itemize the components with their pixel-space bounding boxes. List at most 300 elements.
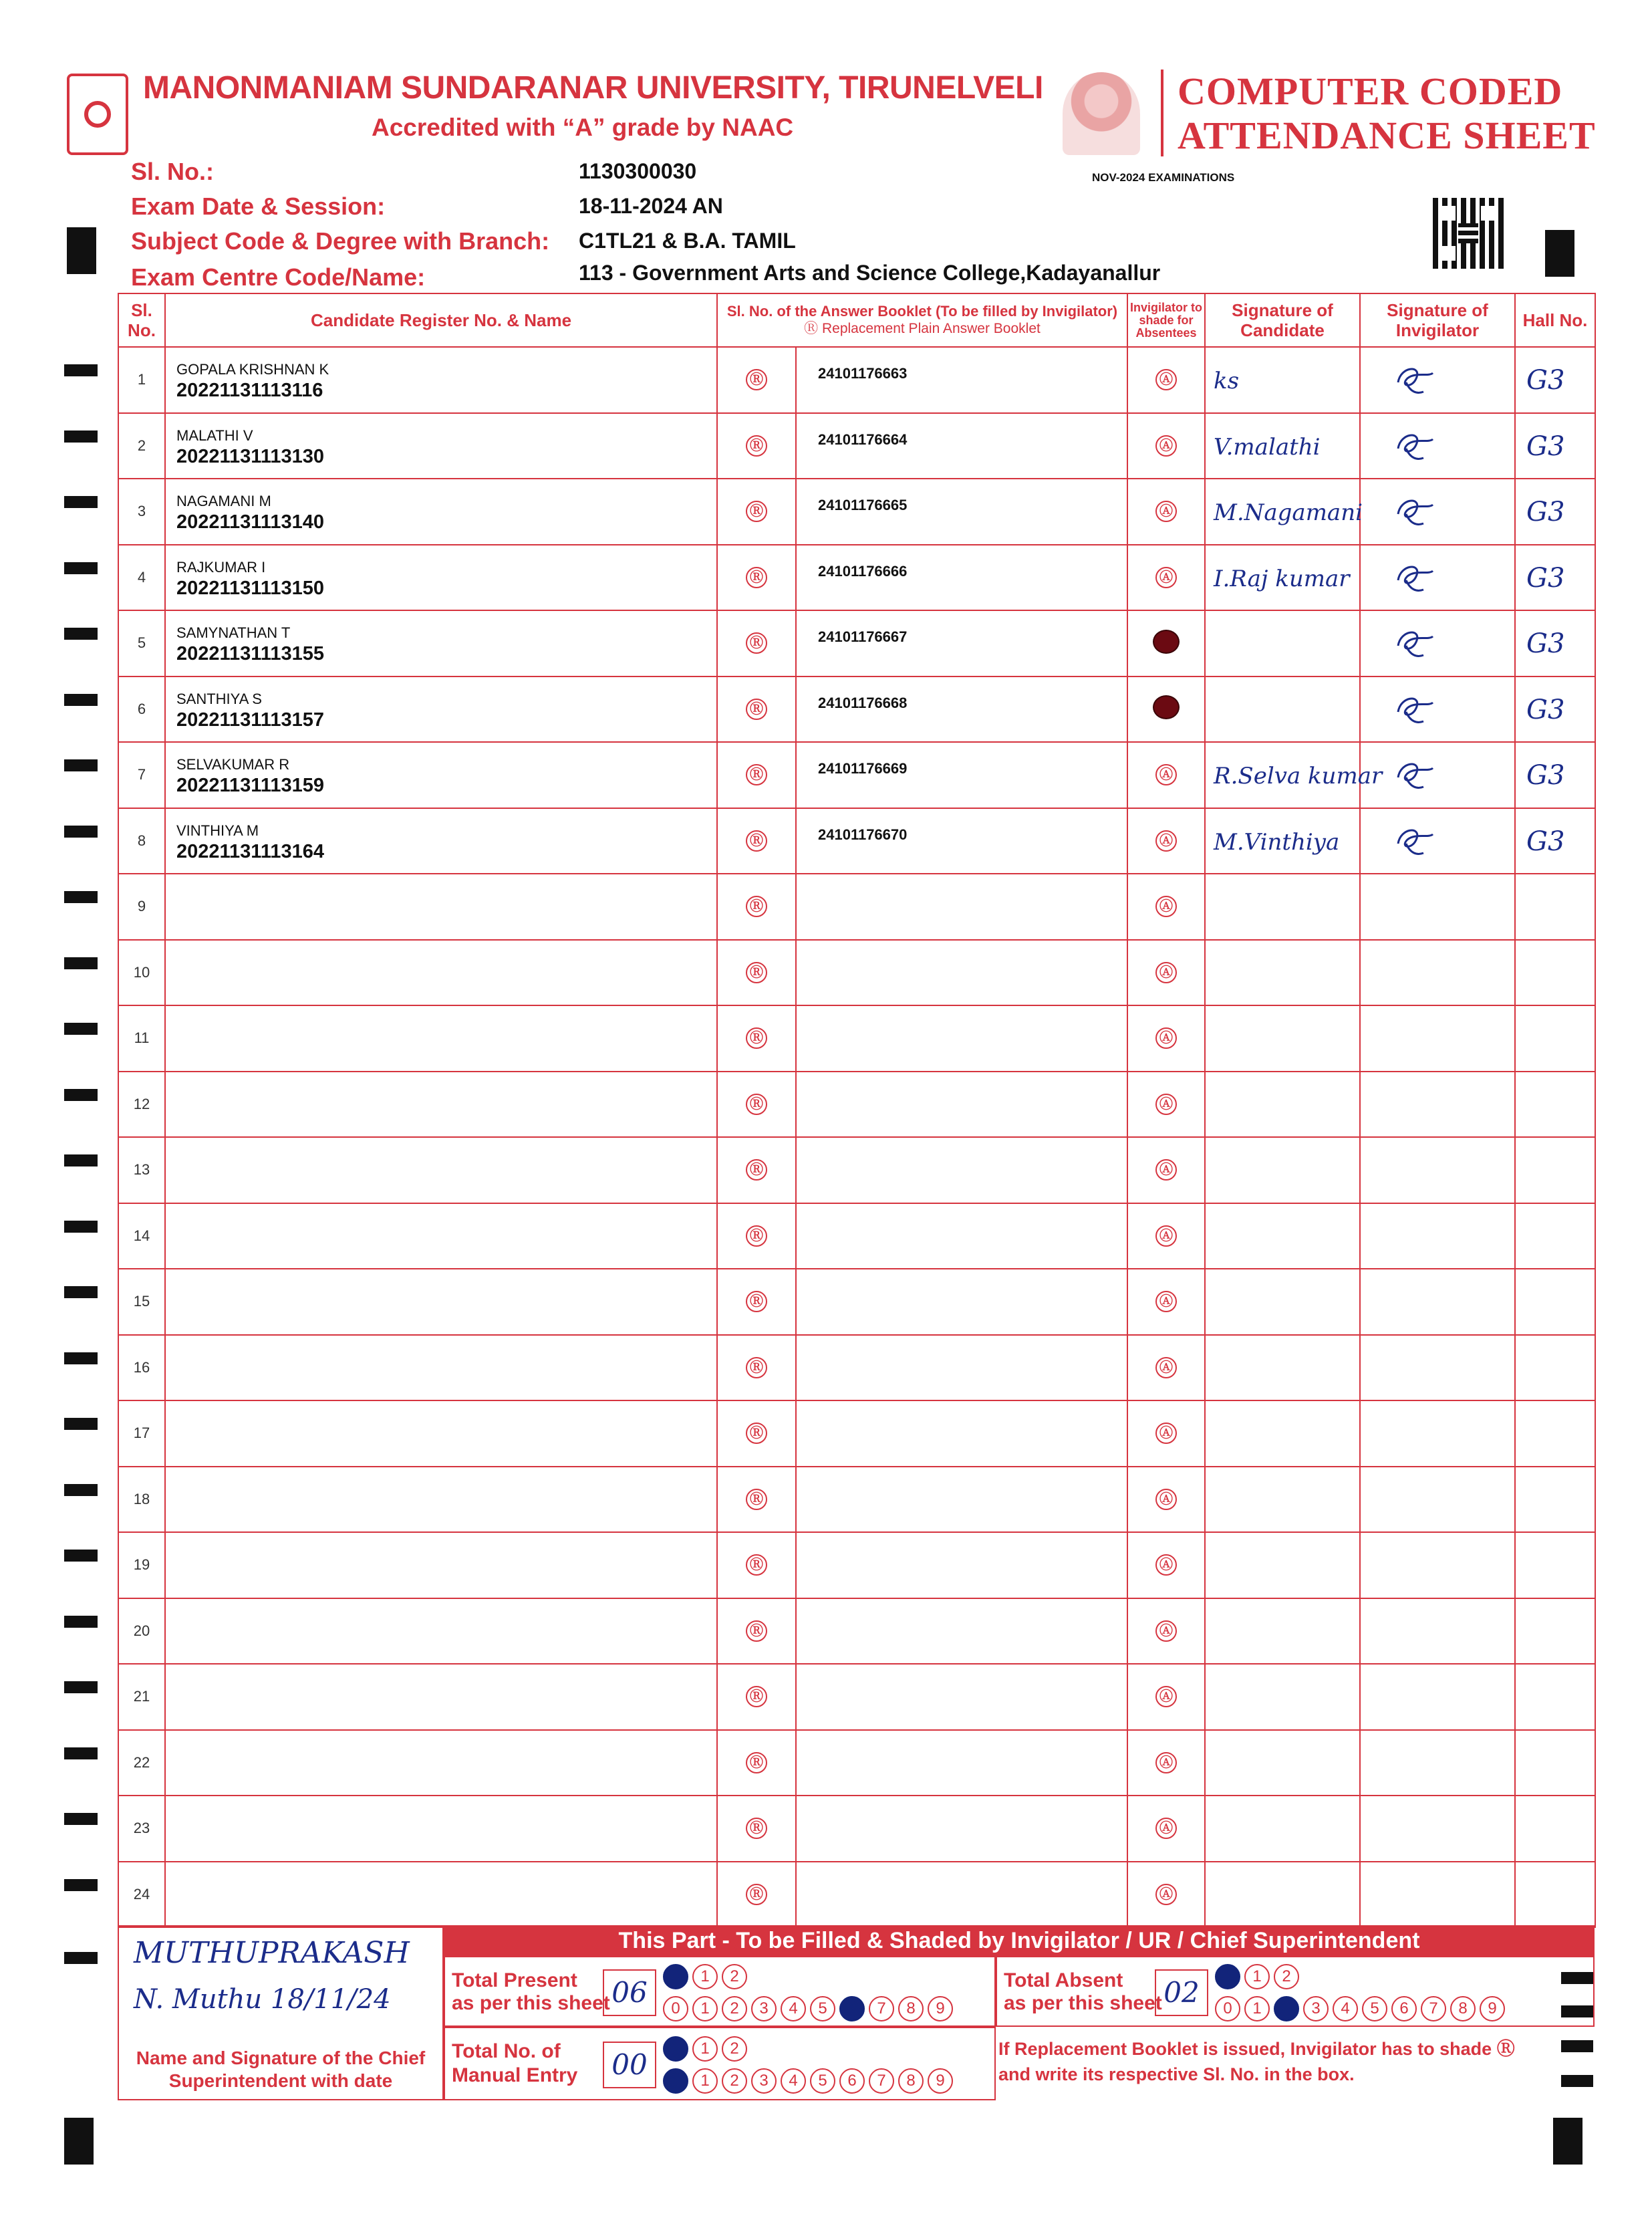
candidate-signature-cell[interactable] [1205, 1532, 1360, 1598]
invigilator-signature-cell[interactable] [1360, 610, 1515, 676]
table-row [118, 479, 1595, 545]
row-slno: 18 [118, 1467, 165, 1533]
invigilator-signature [1394, 626, 1434, 660]
replacement-bubble-cell [717, 479, 796, 545]
candidate-signature-cell[interactable] [1205, 545, 1360, 611]
invigilator-signature-cell[interactable] [1360, 1072, 1515, 1138]
replacement-bubble[interactable]: Ⓡ [746, 435, 767, 457]
booklet-number: 24101176670 [818, 826, 908, 843]
digit-bubble[interactable]: 6 [1391, 1996, 1417, 2021]
booklet-cell[interactable] [796, 1203, 1127, 1269]
digit-bubble[interactable]: 2 [722, 2036, 747, 2062]
timing-mark [64, 1352, 98, 1364]
digit-bubble[interactable]: 1 [692, 2036, 718, 2062]
candidate-name: GOPALA KRISHNAN K [176, 361, 329, 378]
absentee-bubble-cell [1127, 1072, 1205, 1138]
replacement-bubble[interactable]: Ⓡ [746, 1357, 767, 1378]
table-row [118, 1862, 1595, 1928]
timing-mark [64, 496, 98, 508]
invigilator-signature-cell[interactable] [1360, 1796, 1515, 1862]
digit-bubble[interactable]: 5 [810, 2068, 835, 2094]
booklet-cell[interactable] [796, 1598, 1127, 1665]
booklet-cell[interactable] [796, 808, 1127, 874]
booklet-cell[interactable] [796, 1269, 1127, 1335]
absentee-bubble-cell [1127, 545, 1205, 611]
digit-bubble[interactable]: 5 [1362, 1996, 1387, 2021]
absentee-bubble-cell [1127, 676, 1205, 743]
row-slno: 3 [118, 479, 165, 545]
candidate-signature-cell[interactable] [1205, 1400, 1360, 1467]
invigilator-signature-cell[interactable] [1360, 1203, 1515, 1269]
hall-cell[interactable] [1515, 1598, 1595, 1665]
manual-label-2: Manual Entry [452, 2064, 578, 2086]
hall-cell[interactable] [1515, 413, 1595, 479]
booklet-number: 24101176668 [818, 694, 908, 711]
digit-bubble[interactable]: 1 [692, 1996, 718, 2021]
invigilator-signature-cell[interactable] [1360, 808, 1515, 874]
candidate-signature: ks [1214, 368, 1240, 394]
invigilator-signature-cell[interactable] [1360, 479, 1515, 545]
table-row [118, 347, 1595, 413]
university-logo [67, 74, 128, 155]
candidate-signature-cell[interactable] [1205, 1862, 1360, 1928]
booklet-cell[interactable] [796, 940, 1127, 1006]
invigilator-signature-cell[interactable] [1360, 940, 1515, 1006]
digit-bubble[interactable] [663, 1964, 688, 1989]
total-absent-label-2: as per this sheet [1004, 1992, 1162, 2014]
digit-bubble[interactable]: 7 [869, 2068, 894, 2094]
replacement-bubble-cell [717, 940, 796, 1006]
replacement-bubble[interactable]: Ⓡ [746, 1027, 767, 1049]
candidate-signature-cell[interactable] [1205, 1005, 1360, 1072]
row-slno: 8 [118, 808, 165, 874]
row-slno: 21 [118, 1664, 165, 1730]
candidate-signature-cell[interactable] [1205, 347, 1360, 413]
replacement-bubble-cell [717, 1335, 796, 1401]
absentee-bubble[interactable]: Ⓐ [1155, 1752, 1177, 1773]
booklet-number: 24101176666 [818, 562, 908, 580]
candidate-cell [165, 808, 717, 874]
absentee-bubble-cell [1127, 1862, 1205, 1928]
candidate-cell [165, 413, 717, 479]
summary-section [118, 1925, 1595, 2100]
hall-cell[interactable] [1515, 676, 1595, 743]
digit-bubble[interactable]: 4 [781, 1996, 806, 2021]
present-units-bubbles[interactable] [663, 1996, 953, 2021]
booklet-cell[interactable] [796, 1335, 1127, 1401]
absentee-bubble[interactable]: Ⓐ [1155, 1225, 1177, 1247]
replacement-bubble[interactable]: Ⓡ [746, 962, 767, 983]
invigilator-signature-cell[interactable] [1360, 1269, 1515, 1335]
booklet-cell[interactable] [796, 1664, 1127, 1730]
candidate-signature-cell[interactable] [1205, 1072, 1360, 1138]
timing-mark [64, 1813, 98, 1825]
absentee-bubble-cell [1127, 1137, 1205, 1203]
row-slno: 14 [118, 1203, 165, 1269]
corner-mark [67, 227, 96, 274]
booklet-cell[interactable] [796, 1137, 1127, 1203]
digit-bubble[interactable] [663, 2068, 688, 2094]
candidate-cell [165, 1664, 717, 1730]
invigilator-signature-cell[interactable] [1360, 676, 1515, 743]
col-sig-invigilator: Signature of Invigilator [1360, 293, 1515, 347]
absentee-bubble[interactable]: Ⓐ [1155, 1423, 1177, 1444]
sl-no-value: 1130300030 [579, 159, 697, 183]
timing-mark [64, 1023, 98, 1035]
digit-bubble[interactable]: 4 [1333, 1996, 1358, 2021]
absentee-bubble-cell [1127, 1730, 1205, 1796]
table-row [118, 940, 1595, 1006]
invigilator-signature-cell[interactable] [1360, 413, 1515, 479]
total-present-label-2: as per this sheet [452, 1992, 610, 2014]
digit-bubble[interactable]: 7 [1421, 1996, 1446, 2021]
booklet-cell[interactable] [796, 1796, 1127, 1862]
hall-cell[interactable] [1515, 1203, 1595, 1269]
replacement-bubble-cell [717, 413, 796, 479]
candidate-register-no: 20221131113155 [176, 643, 324, 664]
candidate-cell [165, 874, 717, 940]
absentee-bubble[interactable]: Ⓐ [1155, 896, 1177, 917]
row-slno: 5 [118, 610, 165, 676]
hall-cell[interactable] [1515, 347, 1595, 413]
absentee-bubble[interactable]: Ⓐ [1155, 435, 1177, 457]
replacement-bubble-cell [717, 1532, 796, 1598]
hall-cell[interactable] [1515, 874, 1595, 940]
digit-bubble[interactable] [663, 2036, 688, 2062]
booklet-cell[interactable] [796, 610, 1127, 676]
absentee-bubble[interactable] [1153, 695, 1180, 719]
absentee-bubble-cell [1127, 742, 1205, 808]
digit-bubble[interactable]: 2 [722, 1964, 747, 1989]
booklet-cell[interactable] [796, 1532, 1127, 1598]
digit-bubble[interactable]: 1 [1244, 1996, 1270, 2021]
digit-bubble[interactable]: 3 [751, 1996, 777, 2021]
hall-cell[interactable] [1515, 1005, 1595, 1072]
centre-value: 113 - Government Arts and Science College,Kadayanallur [579, 261, 1161, 285]
present-tens-bubbles[interactable] [663, 1964, 747, 1989]
centre-label: Exam Centre Code/Name: [131, 263, 426, 291]
hall-cell[interactable] [1515, 1335, 1595, 1401]
replacement-bubble[interactable]: Ⓡ [746, 1225, 767, 1247]
candidate-cell [165, 1532, 717, 1598]
booklet-cell[interactable] [796, 676, 1127, 743]
digit-bubble[interactable]: 0 [1215, 1996, 1240, 2021]
table-row [118, 1072, 1595, 1138]
invigilator-signature [1394, 692, 1434, 727]
hall-cell[interactable] [1515, 1400, 1595, 1467]
replacement-bubble-cell [717, 808, 796, 874]
replacement-bubble[interactable]: Ⓡ [746, 369, 767, 390]
booklet-cell[interactable] [796, 874, 1127, 940]
candidate-cell [165, 1335, 717, 1401]
hall-cell[interactable] [1515, 1072, 1595, 1138]
absentee-bubble[interactable]: Ⓐ [1155, 1094, 1177, 1115]
total-absent-value[interactable]: 02 [1155, 1969, 1208, 2016]
hall-cell[interactable] [1515, 1664, 1595, 1730]
timing-mark [64, 364, 98, 376]
replacement-bubble-cell [717, 1796, 796, 1862]
replacement-bubble[interactable]: Ⓡ [746, 1752, 767, 1773]
replacement-bubble[interactable]: Ⓡ [746, 1094, 767, 1115]
absentee-bubble[interactable]: Ⓐ [1155, 1027, 1177, 1049]
col-booklet-main: Sl. No. of the Answer Booklet (To be filled by Invigilator) [726, 303, 1118, 320]
candidate-signature-cell[interactable] [1205, 479, 1363, 545]
hall-cell[interactable] [1515, 1137, 1595, 1203]
replacement-bubble[interactable]: Ⓡ [746, 501, 767, 522]
candidate-signature: I.Raj kumar [1214, 565, 1350, 592]
absentee-bubble[interactable]: Ⓐ [1155, 1291, 1177, 1312]
replacement-bubble[interactable]: Ⓡ [746, 830, 767, 852]
booklet-number: 24101176664 [818, 430, 908, 448]
replacement-bubble[interactable]: Ⓡ [746, 1818, 767, 1839]
timing-mark [64, 1286, 98, 1298]
candidate-signature-cell[interactable] [1205, 1664, 1360, 1730]
digit-bubble[interactable]: 2 [722, 2068, 747, 2094]
absentee-bubble[interactable]: Ⓐ [1155, 1620, 1177, 1642]
row-slno: 16 [118, 1335, 165, 1401]
absentee-bubble[interactable]: Ⓐ [1155, 567, 1177, 588]
digit-bubble[interactable]: 5 [810, 1996, 835, 2021]
candidate-signature-cell[interactable] [1205, 940, 1360, 1006]
candidate-signature-cell[interactable] [1205, 742, 1383, 808]
invigilator-signature-cell[interactable] [1360, 1862, 1515, 1928]
hall-cell[interactable] [1515, 1730, 1595, 1796]
absentee-bubble[interactable]: Ⓐ [1155, 1357, 1177, 1378]
candidate-signature-cell[interactable] [1205, 1730, 1360, 1796]
table-row [118, 808, 1595, 874]
digit-bubble[interactable]: 1 [1244, 1964, 1270, 1989]
candidate-signature: M.Nagamani [1214, 499, 1363, 526]
timing-mark [64, 1747, 98, 1759]
university-name: MANONMANIAM SUNDARANAR UNIVERSITY, TIRUNELVELI [143, 70, 1043, 106]
manual-label-1: Total No. of [452, 2040, 561, 2062]
booklet-cell[interactable] [796, 413, 1127, 479]
candidate-cell [165, 1796, 717, 1862]
candidate-signature-cell[interactable] [1205, 413, 1360, 479]
replacement-bubble-cell [717, 545, 796, 611]
replacement-bubble[interactable]: Ⓡ [746, 1159, 767, 1181]
booklet-cell[interactable] [796, 545, 1127, 611]
table-row [118, 1203, 1595, 1269]
invigilator-signature [1394, 560, 1434, 595]
invigilator-signature-cell[interactable] [1360, 1005, 1515, 1072]
candidate-signature: M.Vinthiya [1214, 828, 1340, 856]
absentee-bubble-cell [1127, 940, 1205, 1006]
booklet-cell[interactable] [796, 479, 1127, 545]
absentee-bubble[interactable]: Ⓐ [1155, 1818, 1177, 1839]
invigilator-signature-cell[interactable] [1360, 347, 1515, 413]
timing-mark [64, 1681, 98, 1693]
hall-cell[interactable] [1515, 1467, 1595, 1533]
digit-bubble[interactable]: 8 [898, 2068, 924, 2094]
hall-cell[interactable] [1515, 940, 1595, 1006]
hall-cell[interactable] [1515, 1862, 1595, 1928]
candidate-signature-cell[interactable] [1205, 610, 1360, 676]
digit-bubble[interactable]: 7 [869, 1996, 894, 2021]
invigilator-signature [1394, 428, 1434, 463]
digit-bubble[interactable]: 1 [692, 1964, 718, 1989]
candidate-signature-cell[interactable] [1205, 1203, 1360, 1269]
booklet-cell[interactable] [796, 1072, 1127, 1138]
absentee-bubble[interactable]: Ⓐ [1155, 1686, 1177, 1707]
timing-mark [64, 1221, 98, 1233]
invigilator-signature-cell[interactable] [1360, 1730, 1515, 1796]
absentee-bubble[interactable]: Ⓐ [1155, 1159, 1177, 1181]
candidate-signature-cell[interactable] [1205, 808, 1360, 874]
absent-units-bubbles[interactable] [1215, 1996, 1505, 2021]
timing-mark [64, 1484, 98, 1496]
replacement-bubble-cell [717, 874, 796, 940]
hall-cell[interactable] [1515, 1796, 1595, 1862]
hall-number: G3 [1526, 760, 1565, 791]
candidate-register-no: 20221131113140 [176, 511, 324, 533]
booklet-cell[interactable] [796, 347, 1127, 413]
row-slno: 9 [118, 874, 165, 940]
booklet-cell[interactable] [796, 742, 1127, 808]
invigilator-signature-cell[interactable] [1360, 1467, 1515, 1533]
replacement-bubble[interactable]: Ⓡ [746, 1884, 767, 1905]
digit-bubble[interactable]: 3 [1303, 1996, 1329, 2021]
invigilator-signature-cell[interactable] [1360, 1137, 1515, 1203]
candidate-signature: R.Selva kumar [1214, 763, 1383, 789]
candidate-cell [165, 1400, 717, 1467]
invigilator-signature [1394, 362, 1434, 397]
hall-cell[interactable] [1515, 742, 1595, 808]
absentee-bubble[interactable]: Ⓐ [1155, 764, 1177, 785]
booklet-cell[interactable] [796, 1467, 1127, 1533]
subject-label: Subject Code & Degree with Branch: [131, 227, 550, 255]
timing-mark [64, 1550, 98, 1562]
replacement-bubble[interactable]: Ⓡ [746, 632, 767, 654]
invigilator-signature-cell[interactable] [1360, 874, 1515, 940]
replacement-bubble[interactable]: Ⓡ [746, 764, 767, 785]
digit-bubble[interactable]: 2 [722, 1996, 747, 2021]
gear-icon [84, 101, 111, 128]
absentee-bubble[interactable]: Ⓐ [1155, 830, 1177, 852]
digit-bubble[interactable]: 9 [928, 1996, 953, 2021]
hall-cell[interactable] [1515, 610, 1595, 676]
invigilator-signature-cell[interactable] [1360, 1400, 1515, 1467]
row-slno: 6 [118, 676, 165, 743]
candidate-signature-cell[interactable] [1205, 676, 1360, 743]
absentee-bubble[interactable]: Ⓐ [1155, 369, 1177, 390]
replacement-bubble[interactable]: Ⓡ [746, 1423, 767, 1444]
digit-bubble[interactable]: 0 [663, 1996, 688, 2021]
candidate-signature-cell[interactable] [1205, 1796, 1360, 1862]
invigilator-signature-cell[interactable] [1360, 1664, 1515, 1730]
digit-bubble[interactable] [1215, 1964, 1240, 1989]
absentee-bubble-cell [1127, 1203, 1205, 1269]
replacement-bubble[interactable]: Ⓡ [746, 896, 767, 917]
candidate-signature-cell[interactable] [1205, 1467, 1360, 1533]
digit-bubble[interactable]: 9 [1480, 1996, 1505, 2021]
candidate-register-no: 20221131113116 [176, 380, 323, 401]
replacement-bubble[interactable]: Ⓡ [746, 1489, 767, 1510]
invigilator-signature-cell[interactable] [1360, 742, 1515, 808]
absent-tens-bubbles[interactable] [1215, 1964, 1299, 1989]
absentee-bubble-cell [1127, 1400, 1205, 1467]
digit-bubble[interactable]: 4 [781, 2068, 806, 2094]
hall-number: G3 [1526, 365, 1565, 396]
digit-bubble[interactable] [1274, 1996, 1299, 2021]
manual-units-bubbles[interactable] [663, 2068, 953, 2094]
booklet-cell[interactable] [796, 1400, 1127, 1467]
absentee-bubble[interactable]: Ⓐ [1155, 501, 1177, 522]
replacement-bubble[interactable]: Ⓡ [746, 1620, 767, 1642]
row-slno: 11 [118, 1005, 165, 1072]
booklet-cell[interactable] [796, 1730, 1127, 1796]
hall-cell[interactable] [1515, 1269, 1595, 1335]
accreditation: Accredited with “A” grade by NAAC [372, 114, 794, 141]
hall-cell[interactable] [1515, 545, 1595, 611]
row-slno: 20 [118, 1598, 165, 1665]
candidate-signature-cell[interactable] [1205, 1335, 1360, 1401]
absentee-bubble[interactable] [1153, 630, 1180, 654]
attendance-table [118, 293, 1596, 1928]
row-slno: 24 [118, 1862, 165, 1928]
invigilator-signature-cell[interactable] [1360, 1532, 1515, 1598]
manual-tens-bubbles[interactable] [663, 2036, 747, 2062]
booklet-cell[interactable] [796, 1005, 1127, 1072]
replacement-bubble[interactable]: Ⓡ [746, 1554, 767, 1576]
hall-cell[interactable] [1515, 479, 1595, 545]
invigilator-signature-cell[interactable] [1360, 545, 1515, 611]
digit-bubble[interactable]: 2 [1274, 1964, 1299, 1989]
absentee-bubble[interactable]: Ⓐ [1155, 1554, 1177, 1576]
absentee-bubble[interactable]: Ⓐ [1155, 1489, 1177, 1510]
candidate-signature-cell[interactable] [1205, 1269, 1360, 1335]
candidate-cell [165, 742, 717, 808]
hall-cell[interactable] [1515, 808, 1595, 874]
candidate-cell [165, 1269, 717, 1335]
digit-bubble[interactable]: 8 [1450, 1996, 1476, 2021]
candidate-cell [165, 676, 717, 743]
replacement-bubble-cell [717, 347, 796, 413]
candidate-signature-cell[interactable] [1205, 874, 1360, 940]
booklet-cell[interactable] [796, 1862, 1127, 1928]
manual-entry-value[interactable]: 00 [603, 2042, 656, 2088]
digit-bubble[interactable]: 6 [839, 2068, 865, 2094]
digit-bubble[interactable]: 9 [928, 2068, 953, 2094]
digit-bubble[interactable] [839, 1996, 865, 2021]
absentee-bubble[interactable]: Ⓐ [1155, 1884, 1177, 1905]
digit-bubble[interactable]: 8 [898, 1996, 924, 2021]
candidate-name: NAGAMANI M [176, 493, 271, 509]
invigilator-signature-cell[interactable] [1360, 1598, 1515, 1665]
absentee-bubble[interactable]: Ⓐ [1155, 962, 1177, 983]
table-row [118, 1796, 1595, 1862]
col-sig-candidate: Signature of Candidate [1205, 293, 1360, 347]
invigilator-signature [1394, 757, 1434, 792]
replacement-bubble[interactable]: Ⓡ [746, 699, 767, 720]
invigilator-signature-cell[interactable] [1360, 1335, 1515, 1401]
col-booklet [717, 293, 1127, 347]
replacement-bubble[interactable]: Ⓡ [746, 1291, 767, 1312]
invigilator-signature [1394, 824, 1434, 858]
candidate-signature-cell[interactable] [1205, 1137, 1360, 1203]
total-present-value[interactable]: 06 [603, 1969, 656, 2016]
table-row [118, 610, 1595, 676]
hall-number: G3 [1526, 562, 1565, 594]
replacement-bubble[interactable]: Ⓡ [746, 1686, 767, 1707]
col-candidate: Candidate Register No. & Name [165, 293, 717, 347]
replacement-bubble[interactable]: Ⓡ [746, 567, 767, 588]
replacement-bubble-cell [717, 1005, 796, 1072]
hall-cell[interactable] [1515, 1532, 1595, 1598]
digit-bubble[interactable]: 3 [751, 2068, 777, 2094]
digit-bubble[interactable]: 1 [692, 2068, 718, 2094]
candidate-signature-cell[interactable] [1205, 1598, 1360, 1665]
